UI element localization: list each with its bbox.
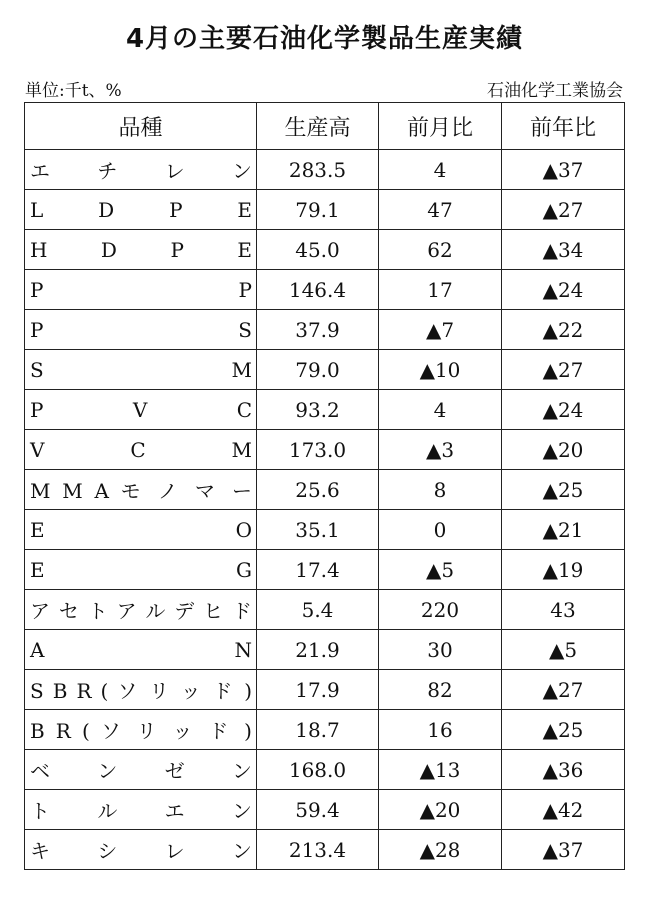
month-over-month-cell: 16 — [379, 710, 502, 750]
month-over-month-cell: ▲28 — [379, 830, 502, 870]
product-name-cell: S B R ( ソ リ ッ ド ) — [25, 670, 257, 710]
year-over-year-cell: ▲5 — [502, 630, 625, 670]
product-name-cell: A N — [25, 630, 257, 670]
product-name-cell: P P — [25, 270, 257, 310]
header-row — [25, 103, 625, 150]
year-over-year-cell: ▲22 — [502, 310, 625, 350]
month-over-month-cell: ▲5 — [379, 550, 502, 590]
table-row — [25, 510, 625, 550]
year-over-year-cell: ▲37 — [502, 150, 625, 190]
month-over-month-cell: ▲7 — [379, 310, 502, 350]
table-row — [25, 190, 625, 230]
table-row — [25, 710, 625, 750]
month-over-month-cell: 4 — [379, 390, 502, 430]
header-product-type: 品種 — [25, 103, 257, 150]
production-cell: 283.5 — [257, 150, 379, 190]
production-cell: 5.4 — [257, 590, 379, 630]
production-cell: 213.4 — [257, 830, 379, 870]
header-year-over-year: 前年比 — [502, 103, 625, 150]
production-cell: 35.1 — [257, 510, 379, 550]
table-row — [25, 590, 625, 630]
production-cell: 79.0 — [257, 350, 379, 390]
table-row — [25, 270, 625, 310]
production-cell: 59.4 — [257, 790, 379, 830]
product-name-cell: ベ ン ゼ ン — [25, 750, 257, 790]
table-row — [25, 750, 625, 790]
year-over-year-cell: ▲21 — [502, 510, 625, 550]
production-cell: 93.2 — [257, 390, 379, 430]
product-name-cell: H D P E — [25, 230, 257, 270]
year-over-year-cell: ▲20 — [502, 430, 625, 470]
product-name-cell: エ チ レ ン — [25, 150, 257, 190]
table-row — [25, 630, 625, 670]
year-over-year-cell: ▲27 — [502, 350, 625, 390]
table-body — [25, 150, 625, 870]
production-cell: 173.0 — [257, 430, 379, 470]
month-over-month-cell: 62 — [379, 230, 502, 270]
year-over-year-cell: ▲27 — [502, 670, 625, 710]
month-over-month-cell: ▲13 — [379, 750, 502, 790]
production-cell: 18.7 — [257, 710, 379, 750]
production-cell: 45.0 — [257, 230, 379, 270]
month-over-month-cell: ▲20 — [379, 790, 502, 830]
month-over-month-cell: 47 — [379, 190, 502, 230]
table-row — [25, 390, 625, 430]
header-month-over-month: 前月比 — [379, 103, 502, 150]
month-over-month-cell: 220 — [379, 590, 502, 630]
product-name-cell: ア セ ト ア ル デ ヒ ド — [25, 590, 257, 630]
product-name-cell: V C M — [25, 430, 257, 470]
year-over-year-cell: ▲24 — [502, 390, 625, 430]
header-production: 生産高 — [257, 103, 379, 150]
production-cell: 21.9 — [257, 630, 379, 670]
product-name-cell: L D P E — [25, 190, 257, 230]
page-title: 4月の主要石油化学製品生産実績 — [125, 24, 524, 54]
production-cell: 79.1 — [257, 190, 379, 230]
year-over-year-cell: ▲25 — [502, 470, 625, 510]
month-over-month-cell: 4 — [379, 150, 502, 190]
table-row — [25, 670, 625, 710]
production-cell: 17.4 — [257, 550, 379, 590]
table-row — [25, 470, 625, 510]
table-row — [25, 830, 625, 870]
year-over-year-cell: ▲19 — [502, 550, 625, 590]
month-over-month-cell: 30 — [379, 630, 502, 670]
production-cell: 25.6 — [257, 470, 379, 510]
year-over-year-cell: ▲36 — [502, 750, 625, 790]
table-row — [25, 350, 625, 390]
product-name-cell: E G — [25, 550, 257, 590]
table-row — [25, 430, 625, 470]
table-header — [25, 103, 625, 150]
table-row — [25, 550, 625, 590]
unit-label: 単位:千t、% — [25, 81, 122, 101]
product-name-cell: S M — [25, 350, 257, 390]
table-row — [25, 150, 625, 190]
month-over-month-cell: 17 — [379, 270, 502, 310]
source-label: 石油化学工業協会 — [487, 81, 623, 101]
month-over-month-cell: ▲10 — [379, 350, 502, 390]
month-over-month-cell: ▲3 — [379, 430, 502, 470]
production-table — [24, 102, 625, 870]
table-row — [25, 790, 625, 830]
month-over-month-cell: 8 — [379, 470, 502, 510]
month-over-month-cell: 82 — [379, 670, 502, 710]
product-name-cell: P S — [25, 310, 257, 350]
table-row — [25, 230, 625, 270]
product-name-cell: ト ル エ ン — [25, 790, 257, 830]
year-over-year-cell: ▲42 — [502, 790, 625, 830]
year-over-year-cell: ▲25 — [502, 710, 625, 750]
year-over-year-cell: ▲37 — [502, 830, 625, 870]
production-cell: 168.0 — [257, 750, 379, 790]
product-name-cell: B R ( ソ リ ッ ド ) — [25, 710, 257, 750]
production-cell: 37.9 — [257, 310, 379, 350]
product-name-cell: M M A モ ノ マ ー — [25, 470, 257, 510]
year-over-year-cell: 43 — [502, 590, 625, 630]
month-over-month-cell: 0 — [379, 510, 502, 550]
production-cell: 146.4 — [257, 270, 379, 310]
year-over-year-cell: ▲24 — [502, 270, 625, 310]
product-name-cell: E O — [25, 510, 257, 550]
year-over-year-cell: ▲34 — [502, 230, 625, 270]
product-name-cell: キ シ レ ン — [25, 830, 257, 870]
year-over-year-cell: ▲27 — [502, 190, 625, 230]
product-name-cell: P V C — [25, 390, 257, 430]
production-cell: 17.9 — [257, 670, 379, 710]
table-row — [25, 310, 625, 350]
